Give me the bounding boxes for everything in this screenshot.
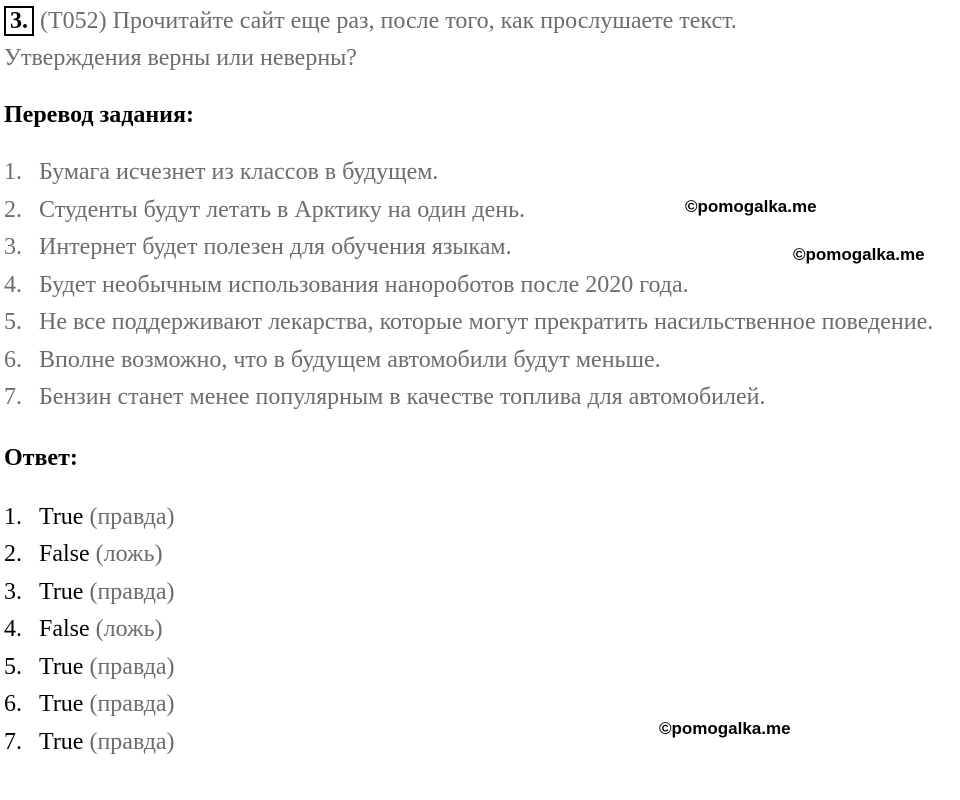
- list-item-number: 4.: [4, 616, 22, 642]
- answer-russian: (правда): [89, 728, 175, 755]
- list-item-number: 7.: [4, 384, 22, 410]
- answer-english: True: [39, 653, 84, 680]
- list-item-text: Студенты будут летать в Арктику на один день.: [39, 196, 526, 223]
- list-item-text: Вполне возможно, что в будущем автомобили будут меньше.: [39, 346, 661, 373]
- list-item: [4, 304, 960, 342]
- list-item: [4, 686, 960, 724]
- answer-russian: (правда): [89, 578, 175, 605]
- answer-english: True: [39, 503, 84, 530]
- list-item: [4, 649, 960, 687]
- list-item-number: 7.: [4, 728, 22, 755]
- list-item-number: 6.: [4, 346, 22, 373]
- watermark-text: ©pomogalka.me: [793, 245, 925, 264]
- list-item-text: Бензин станет менее популярным в качестве топлива для автомобилей.: [39, 384, 766, 410]
- list-item-number: 5.: [4, 653, 22, 680]
- task-statement-line-2: Утверждения верны или неверны?: [4, 45, 357, 71]
- answer-english: True: [39, 728, 84, 755]
- watermark-text: ©pomogalka.me: [659, 719, 791, 738]
- list-item: [4, 536, 960, 574]
- answer-russian: (правда): [89, 653, 175, 680]
- translation-heading: Перевод задания:: [4, 102, 194, 128]
- translation-list: [4, 154, 960, 417]
- task-statement-line-1: [4, 3, 960, 40]
- list-item-text: Не все поддерживают лекарства, которые могут прекратить насильственное поведение.: [39, 309, 934, 335]
- answer-russian: (ложь): [95, 541, 163, 567]
- list-item-number: 1.: [4, 159, 22, 185]
- answer-russian: (ложь): [95, 616, 163, 642]
- list-item: [4, 724, 960, 762]
- list-item: [4, 379, 960, 417]
- answer-heading: Ответ:: [4, 444, 78, 471]
- list-item-text: Интернет будет полезен для обучения языкам.: [39, 234, 512, 260]
- list-item-number: 1.: [4, 503, 22, 530]
- task-text-line-1: (T052) Прочитайте сайт еще раз, после того, как прослушаете текст.: [40, 8, 737, 34]
- answer-english: False: [39, 541, 90, 567]
- document-page: [4, 0, 960, 800]
- answer-english: True: [39, 578, 84, 605]
- list-item-number: 3.: [4, 578, 22, 605]
- list-item: [4, 499, 960, 537]
- task-number-box: 3.: [4, 6, 34, 36]
- list-item-number: 2.: [4, 541, 22, 567]
- answer-english: False: [39, 616, 90, 642]
- list-item-number: 5.: [4, 309, 22, 335]
- list-item-number: 6.: [4, 691, 22, 717]
- watermark-text: ©pomogalka.me: [685, 197, 817, 216]
- list-item: [4, 154, 960, 192]
- list-item-number: 2.: [4, 196, 22, 223]
- answer-list: [4, 499, 960, 762]
- list-item: [4, 611, 960, 649]
- list-item: [4, 267, 960, 305]
- list-item: [4, 574, 960, 612]
- answer-russian: (правда): [89, 691, 175, 717]
- answer-russian: (правда): [89, 503, 175, 530]
- answer-english: True: [39, 691, 84, 717]
- list-item-text: Будет необычным использования нанороботов после 2020 года.: [39, 271, 689, 298]
- list-item: [4, 342, 960, 380]
- list-item: [4, 192, 960, 230]
- list-item-number: 4.: [4, 271, 22, 298]
- list-item-text: Бумага исчезнет из классов в будущем.: [39, 159, 439, 185]
- list-item-number: 3.: [4, 234, 22, 260]
